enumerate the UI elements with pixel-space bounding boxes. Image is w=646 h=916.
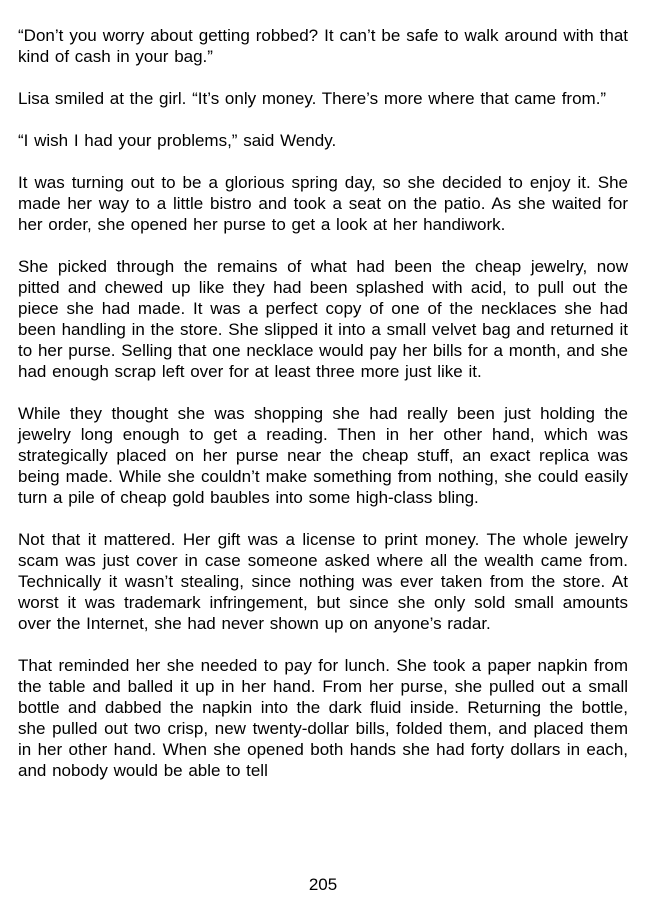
paragraph: She picked through the remains of what had been the cheap jewelry, now pitted and chewed up like they had been splashed with acid, to pull out the piece she had made. It was a perfect copy of one of the necklaces she had been handling in the store. She slipped it into a small velvet bag and returned it to her purse. Selling that one necklace would pay her bills for a month, and she had enough scrap left over for at least three more just like it. <box>18 257 628 381</box>
paragraph: It was turning out to be a glorious spring day, so she decided to enjoy it. She made her way to a little bistro and took a seat on the patio. As she waited for her order, she opened her purse to get a look at her handiwork. <box>18 173 628 234</box>
body-text <box>18 25 628 781</box>
paragraph: Not that it mattered. Her gift was a license to print money. The whole jewelry scam was just cover in case someone asked where all the wealth came from. Technically it wasn’t stealing, since nothing was ever taken from the store. At worst it was trademark infringement, but since she only sold small amounts over the Internet, she had never shown up on anyone’s radar. <box>18 530 628 633</box>
paragraph: That reminded her she needed to pay for lunch. She took a paper napkin from the table and balled it up in her hand. From her purse, she pulled out a small bottle and dabbed the napkin into the dark fluid inside. Returning the bottle, she pulled out two crisp, new twenty-dollar bills, folded them, and placed them in her other hand. When she opened both hands she had forty dollars in each, and nobody would be able to tell <box>18 656 628 780</box>
paragraph: “I wish I had your problems,” said Wendy. <box>18 131 337 150</box>
paragraph: While they thought she was shopping she had really been just holding the jewelry long enough to get a reading. Then in her other hand, which was strategically placed on her purse near the cheap stuff, an exact replica was being made. While she couldn’t make something from nothing, she could easily turn a pile of cheap gold baubles into some high-class bling. <box>18 404 628 507</box>
paragraph: “Don’t you worry about getting robbed? It can’t be safe to walk around with that kind of cash in your bag.” <box>18 26 628 66</box>
page-number: 205 <box>308 875 338 894</box>
paragraph: Lisa smiled at the girl. “It’s only money. There’s more where that came from.” <box>18 89 607 108</box>
